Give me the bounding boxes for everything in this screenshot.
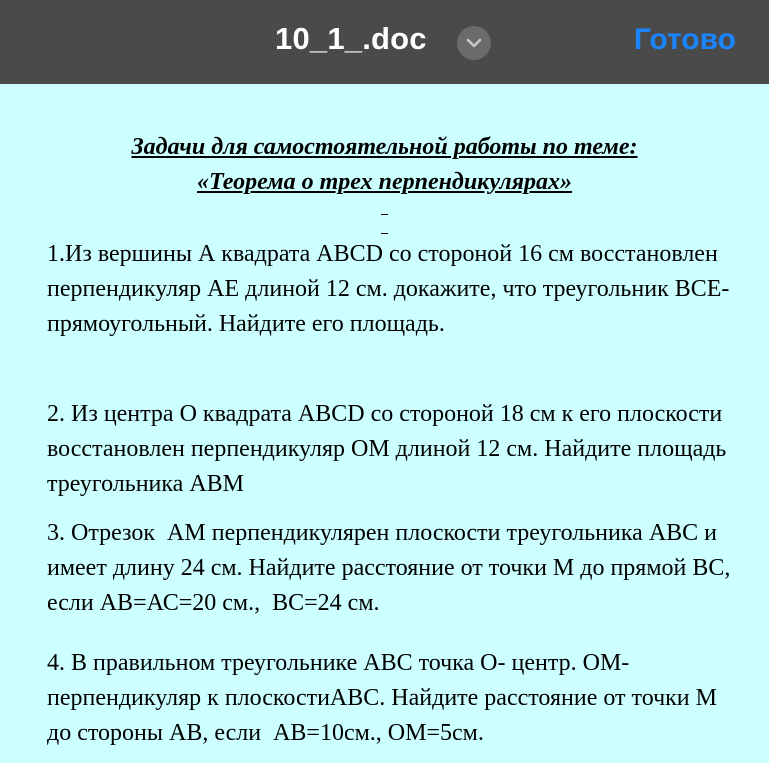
document-heading-line-1: Задачи для самостоятельной работы по теме: bbox=[131, 134, 638, 160]
chevron-down-icon bbox=[466, 37, 482, 49]
problem-1: 1.Из вершины А квадрата ABCD со стороной 16 см восстановлен перпендикуляр АЕ длиной 12 см. докажите, что треугольник ВСЕ- прямоугольный. Найдите его площадь. bbox=[47, 241, 736, 337]
top-toolbar bbox=[0, 0, 769, 84]
document-title[interactable]: 10_1_.doc bbox=[275, 21, 427, 56]
document-heading-line-2: «Теорема о трех перпендикулярах» bbox=[196, 169, 573, 195]
done-button[interactable]: Готово bbox=[633, 23, 736, 56]
paragraph-mark bbox=[381, 214, 388, 215]
document-page bbox=[0, 84, 769, 763]
problem-3: 3. Отрезок АМ перпендикулярен плоскости треугольника АВС и имеет длину 24 см. Найдите расстояние от точки М до прямой ВС, если АВ=АС=20 см., ВС=24 см. bbox=[47, 520, 737, 616]
problem-2: 2. Из центра О квадрата ABCD со стороной 18 см к его плоскости восстановлен перпендикуляр ОМ длиной 12 см. Найдите площадь треугольника АВМ bbox=[47, 401, 733, 497]
title-menu-button[interactable] bbox=[457, 26, 491, 60]
problem-4: 4. В правильном треугольнике АВС точка О- центр. ОМ- перпендикуляр к плоскостиАВС. Найдите расстояние от точки М до стороны АВ, если АВ=10см., ОМ=5см. bbox=[47, 650, 723, 746]
paragraph-mark bbox=[381, 233, 388, 234]
